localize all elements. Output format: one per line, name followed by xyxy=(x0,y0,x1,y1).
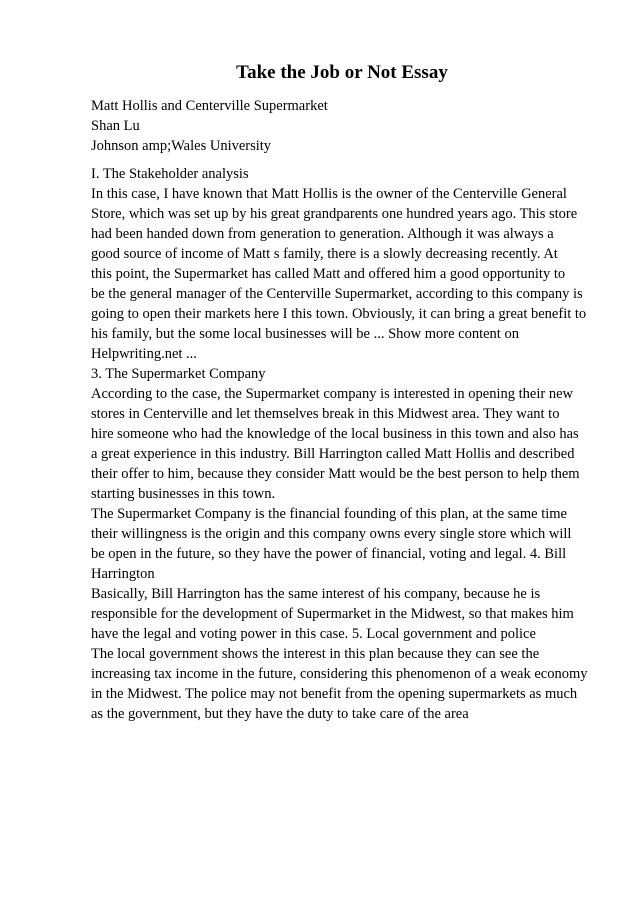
essay-line: their willingness is the origin and this company owns every single store which will xyxy=(91,526,572,542)
document-title: Take the Job or Not Essay xyxy=(236,62,448,83)
essay-line: have the legal and voting power in this case. 5. Local government and police xyxy=(91,626,536,642)
essay-line: responsible for the development of Supermarket in the Midwest, so that makes him xyxy=(91,606,574,622)
essay-line: a great experience in this industry. Bill Harrington called Matt Hollis and described xyxy=(91,446,575,462)
author-info-line: Matt Hollis and Centerville Supermarket xyxy=(91,98,328,114)
author-info-line: Johnson amp;Wales University xyxy=(91,138,272,154)
essay-line: In this case, I have known that Matt Hollis is the owner of the Centerville General xyxy=(91,186,567,202)
essay-line: starting businesses in this town. xyxy=(91,486,276,502)
essay-line: Basically, Bill Harrington has the same interest of his company, because he is xyxy=(91,586,541,602)
essay-line: The local government shows the interest in this plan because they can see the xyxy=(91,646,540,662)
essay-line: hire someone who had the knowledge of the local business in this town and also has xyxy=(91,426,579,442)
section-heading-stakeholder-analysis: I. The Stakeholder analysis xyxy=(91,166,249,182)
essay-line: Harrington xyxy=(91,566,155,582)
essay-line: be the general manager of the Centerville Supermarket, according to this company is xyxy=(91,286,583,302)
essay-line: According to the case, the Supermarket company is interested in opening their new xyxy=(91,386,573,402)
essay-line: this point, the Supermarket has called Matt and offered him a good opportunity to xyxy=(91,266,566,282)
essay-line: good source of income of Matt s family, there is a slowly decreasing recently. At xyxy=(91,246,558,262)
section-heading-supermarket-company: 3. The Supermarket Company xyxy=(91,366,266,382)
essay-line: Helpwriting.net ... xyxy=(91,346,197,362)
essay-line: in the Midwest. The police may not benefit from the opening supermarkets as much xyxy=(91,686,578,702)
essay-line: his family, but the some local businesses will be ... Show more content on xyxy=(91,326,519,342)
essay-line: increasing tax income in the future, considering this phenomenon of a weak economy xyxy=(91,666,588,682)
essay-line: going to open their markets here I this town. Obviously, it can bring a great benefit to xyxy=(91,306,587,322)
author-info-line: Shan Lu xyxy=(91,118,140,134)
essay-line: The Supermarket Company is the financial founding of this plan, at the same time xyxy=(91,506,567,522)
essay-body xyxy=(91,164,611,724)
essay-line: their offer to him, because they consider Matt would be the best person to help them xyxy=(91,466,580,482)
author-info xyxy=(91,96,611,156)
essay-line: be open in the future, so they have the power of financial, voting and legal. 4. Bill xyxy=(91,546,567,562)
essay-line: as the government, but they have the duty to take care of the area xyxy=(91,706,469,722)
essay-line: stores in Centerville and let themselves break in this Midwest area. They want to xyxy=(91,406,560,422)
essay-line: had been handed down from generation to generation. Although it was always a xyxy=(91,226,554,242)
essay-line: Store, which was set up by his great grandparents one hundred years ago. This store xyxy=(91,206,578,222)
